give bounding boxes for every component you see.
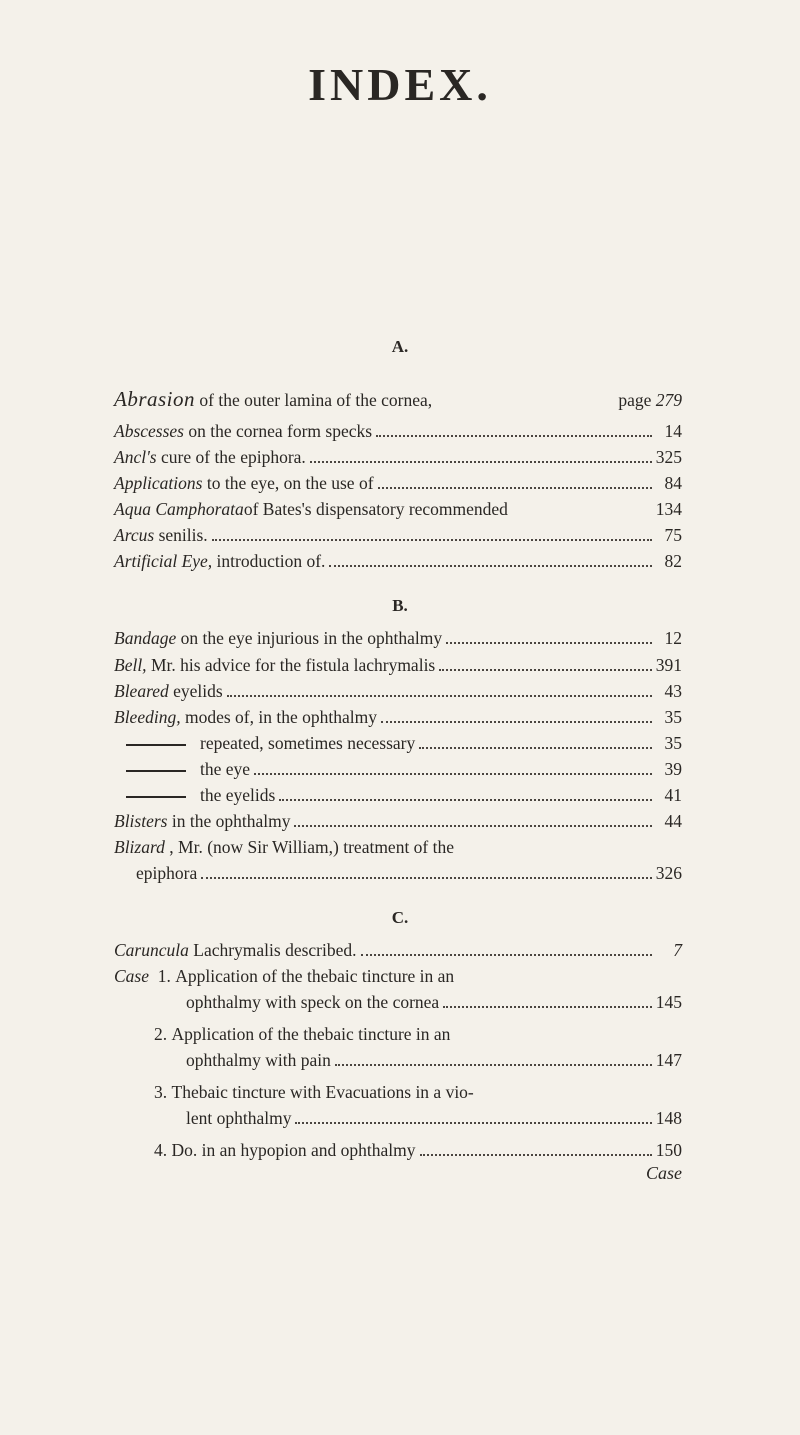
entry-term: Bell, <box>114 655 147 675</box>
index-entry-blizard <box>114 834 682 886</box>
catchword: Case <box>646 1163 682 1183</box>
section-letter-a: A. <box>391 337 409 356</box>
entry-term: Bleeding, <box>114 707 181 727</box>
entry-text-continued: ophthalmy with pain <box>186 1050 331 1070</box>
leader-dots <box>419 743 652 749</box>
index-entry-blisters <box>114 808 682 834</box>
index-entry-case-2 <box>114 1021 682 1073</box>
leader-dots <box>279 795 652 801</box>
section-letter-c: C. <box>391 908 409 927</box>
leader-dots <box>420 1150 652 1156</box>
case-number: 3. <box>154 1082 168 1102</box>
page-number: 148 <box>655 1108 682 1128</box>
entry-text: Application of the thebaic tincture in an <box>171 1024 451 1044</box>
entry-text: introduction of. <box>212 551 326 571</box>
index-entry-artificial-eye <box>114 548 682 574</box>
index-entry-arcus <box>114 522 682 548</box>
leader-dots <box>378 483 652 489</box>
leader-dots <box>335 1060 652 1066</box>
leader-dots <box>201 873 652 879</box>
entry-term: Artificial Eye, <box>114 551 213 571</box>
index-entry-case-3 <box>114 1079 682 1131</box>
entry-term: Aqua Camphorata <box>114 499 244 519</box>
entry-term: Abscesses <box>114 421 184 441</box>
page-number: 7 <box>673 940 682 960</box>
page-label: page <box>618 390 652 410</box>
entry-text: on the cornea form specks <box>183 421 373 441</box>
page-number: 43 <box>664 681 682 701</box>
entry-text: cure of the epiphora. <box>156 447 306 467</box>
index-entry-bandage <box>114 625 682 651</box>
entry-text: the eyelids <box>200 785 276 805</box>
entry-term: Arcus <box>114 525 155 545</box>
index-entry-caruncula <box>114 937 682 963</box>
page-number: 325 <box>655 447 682 467</box>
page-number: 147 <box>655 1050 682 1070</box>
index-entry-ancel <box>114 444 682 470</box>
entry-text: modes of, in the ophthalmy <box>180 707 377 727</box>
page-number: 150 <box>655 1140 682 1160</box>
index-entry-bleared <box>114 678 682 704</box>
index-entry-case-1 <box>114 963 682 1015</box>
page-number: 75 <box>664 525 682 545</box>
leader-dots <box>295 1118 651 1124</box>
entry-term: Bandage <box>114 628 177 648</box>
case-number: 1. <box>157 966 171 986</box>
entry-text: repeated, sometimes necessary <box>200 733 416 753</box>
page-number: 35 <box>664 707 682 727</box>
entry-text: the eye <box>200 759 251 779</box>
leader-dots <box>381 717 652 723</box>
index-entry-bleeding <box>114 704 682 730</box>
index-entry-bell <box>114 652 682 678</box>
case-number: 4. <box>154 1140 168 1160</box>
index-subentry-the-eyelids <box>114 782 682 808</box>
entry-text: Application of the thebaic tincture in an <box>175 966 455 986</box>
entry-term: Blisters <box>114 811 168 831</box>
leader-dots <box>294 821 652 827</box>
index-entry-abrasion <box>114 386 682 413</box>
entry-text: on the eye injurious in the ophthalmy <box>176 628 443 648</box>
entry-text-continued: lent ophthalmy <box>186 1108 292 1128</box>
page-number: 41 <box>664 785 682 805</box>
ditto-dash <box>126 770 186 772</box>
page-number: 39 <box>664 759 682 779</box>
page-number: 84 <box>664 473 682 493</box>
page-number: 44 <box>664 811 682 831</box>
index-entry-case-4 <box>114 1137 682 1163</box>
leader-dots <box>361 950 652 956</box>
page-number: 35 <box>664 733 682 753</box>
page-title: INDEX. <box>308 59 492 110</box>
case-number: 2. <box>154 1024 168 1044</box>
page-number: 14 <box>664 421 682 441</box>
entry-text-continued: ophthalmy with speck on the cornea <box>186 992 440 1012</box>
entry-term: Case <box>114 966 149 986</box>
entry-text: of the outer lamina of the cornea, <box>195 390 433 410</box>
entry-text: in the ophthalmy <box>167 811 291 831</box>
leader-dots <box>254 769 652 775</box>
entry-text-continued: epiphora <box>136 863 198 883</box>
entry-term: Blizard <box>114 837 165 857</box>
entry-text: of Bates's dispensatory recommended <box>243 499 508 519</box>
index-entry-abscesses <box>114 418 682 444</box>
page-number: 134 <box>655 499 682 519</box>
entry-term: Bleared <box>114 681 169 701</box>
entry-term: Applications <box>114 473 203 493</box>
leader-dots <box>376 431 652 437</box>
index-subentry-repeated <box>114 730 682 756</box>
leader-dots <box>439 665 652 671</box>
index-entry-applications <box>114 470 682 496</box>
index-subentry-the-eye <box>114 756 682 782</box>
index-entry-aqua-camphorata <box>114 496 682 522</box>
section-letter-b: B. <box>392 596 408 615</box>
entry-term: Ancl's <box>114 447 157 467</box>
leader-dots <box>443 1002 652 1008</box>
page-number: 145 <box>655 992 682 1012</box>
leader-dots <box>329 561 652 567</box>
page-number: 12 <box>664 628 682 648</box>
leader-dots <box>212 535 652 541</box>
leader-dots <box>227 691 652 697</box>
entry-text: senilis. <box>154 525 208 545</box>
entry-text: eyelids <box>168 681 223 701</box>
entry-text: Thebaic tincture with Evacuations in a vio- <box>171 1082 474 1102</box>
ditto-dash <box>126 744 186 746</box>
entry-term: Caruncula <box>114 940 189 960</box>
page-number: 279 <box>655 390 682 410</box>
page-number: 326 <box>655 863 682 883</box>
leader-dots <box>310 457 652 463</box>
entry-text: Do. in an hypopion and ophthalmy <box>171 1140 416 1160</box>
entry-text: Lachrymalis described. <box>188 940 357 960</box>
entry-text: , Mr. (now Sir William,) treatment of the <box>164 837 455 857</box>
entry-text: Mr. his advice for the fistula lachrymalis <box>146 655 436 675</box>
page-number: 391 <box>655 655 682 675</box>
entry-text: to the eye, on the use of <box>202 473 374 493</box>
ditto-dash <box>126 796 186 798</box>
page-number: 82 <box>664 551 682 571</box>
leader-dots <box>446 638 652 644</box>
entry-term: Abrasion <box>114 387 196 411</box>
